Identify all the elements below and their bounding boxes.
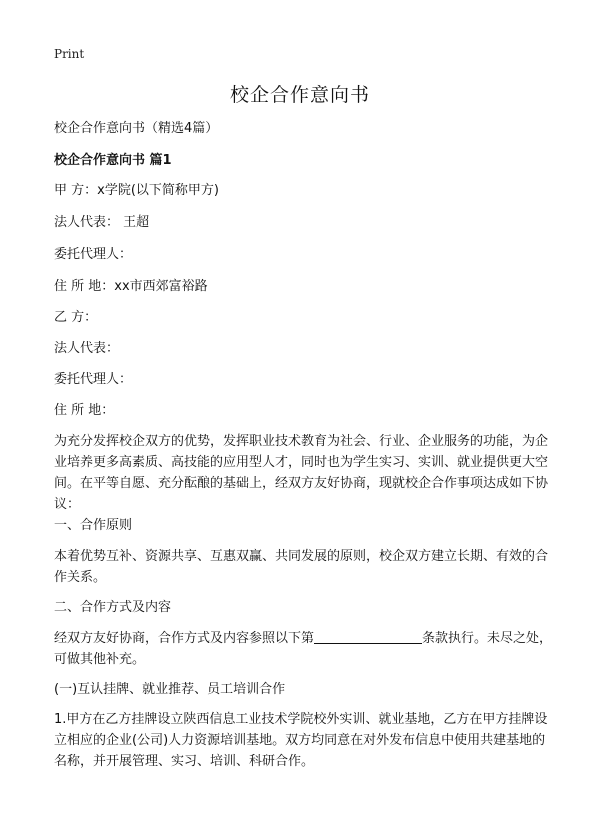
subheading-mutual-recognition: (一)互认挂牌、就业推荐、员工培训合作 — [54, 682, 286, 697]
section-heading: 校企合作意向书 篇1 — [54, 153, 172, 168]
party-b-agent: 委托代理人： — [54, 372, 133, 387]
principle-paragraph: 本着优势互补、资源共享、互惠双赢、共同发展的原则，校企双方建立长期、有效的合作关系。 — [54, 549, 549, 585]
document-title: 校企合作意向书 — [229, 84, 370, 106]
heading-cooperation-method: 二、合作方式及内容 — [54, 600, 172, 615]
heading-cooperation-principle: 一、合作原则 — [54, 518, 133, 533]
print-label[interactable]: Print — [54, 47, 85, 61]
method-paragraph — [54, 628, 554, 670]
clause-1-paragraph: 1.甲方在乙方挂牌设立陕西信息工业技术学院校外实训、就业基地，乙方在甲方挂牌设立相应的企业(公司)人力资源培训基地。双方均同意在对外发布信息中使用共建基地的名称，并开展管理、实习、培训、科研合作。 — [54, 712, 548, 769]
method-text-before: 经双方友好协商，合作方式及内容参照以下第 — [54, 631, 315, 646]
party-a-address: 住 所 地：xx市西郊富裕路 — [54, 279, 208, 294]
blank-underline — [314, 629, 422, 644]
intro-paragraph: 为充分发挥校企双方的优势，发挥职业技术教育为社会、行业、企业服务的功能，为企业培养更多高素质、高技能的应用型人才，同时也为学生实习、实训、就业提供更大空间。在平等自愿、充分酝酿的基础上，经双方友好协商，现就校企合作事项达成如下协议： — [54, 434, 549, 512]
party-a-representative: 法人代表： 王超 — [54, 215, 150, 230]
document-subtitle: 校企合作意向书（精选4篇） — [54, 121, 219, 136]
party-b-address: 住 所 地： — [54, 403, 115, 418]
party-a-line: 甲 方：x学院(以下简称甲方) — [54, 183, 219, 198]
party-b-representative: 法人代表： — [54, 341, 120, 356]
party-a-agent: 委托代理人： — [54, 247, 133, 262]
party-b-line: 乙 方： — [54, 310, 98, 325]
method-text-after: 条款执行。未尽之处，可做其他补充。 — [54, 631, 553, 667]
